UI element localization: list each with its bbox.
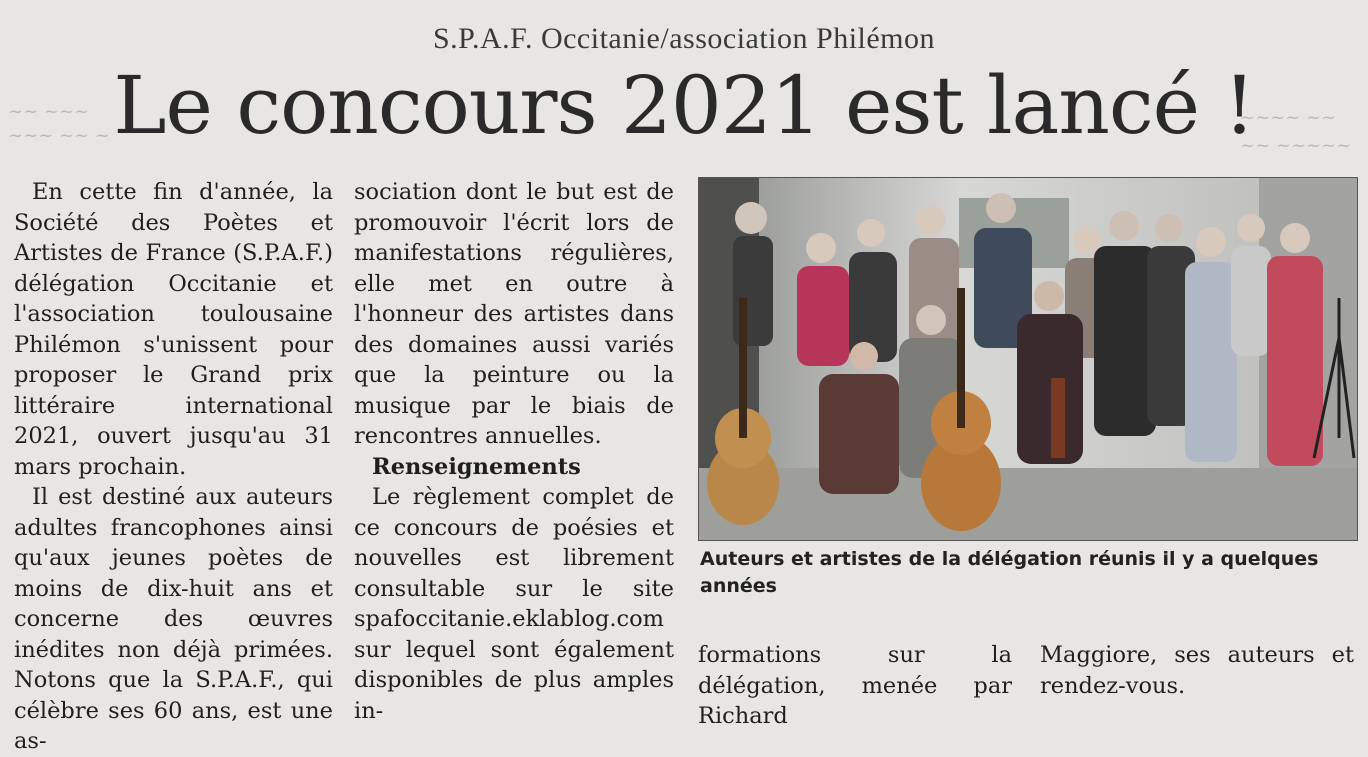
bleed-through-right: ~~~~ ~~ ~~ ~~~~~ (1240, 107, 1352, 156)
article-kicker: S.P.A.F. Occitanie/association Philémon (432, 22, 936, 55)
group-photo-image (699, 178, 1357, 540)
group-photo (698, 177, 1358, 541)
article-column-2 (354, 177, 674, 726)
subheading-renseignements: Renseignements (372, 453, 581, 480)
bleed-through-left: ~~ ~~~ ~~~ ~~ ~ (8, 101, 110, 146)
paragraph-ending: Maggiore, ses auteurs et rendez-vous. (1040, 642, 1354, 699)
paragraph-intro: En cette fin d'année, la Société des Poètes et Artistes de France (S.P.A.F.) délégation Occitanie et l'association toulousaine Philémon s'unissent pour proposer le Grand prix littéraire international 2021, ouvert jusqu'au 31 mars prochain. (14, 179, 333, 480)
photo-caption: Auteurs et artistes de la délégation réunis il y a quelques années (700, 548, 1319, 597)
article-column-4 (1040, 640, 1354, 701)
paragraph-continuation: formations sur la délégation, menée par Richard (698, 642, 1012, 729)
paragraph-reglement: Le règlement complet de ce concours de poésies et nouvelles est librement consultable sur le site spafoccitanie.eklablog.com sur lequel sont également disponibles de plus amples in- (354, 484, 674, 724)
article-column-3 (698, 640, 1012, 732)
article-column-1 (14, 177, 333, 757)
article-headline: Le concours 2021 est lancé ! (113, 59, 1255, 152)
paragraph-eligibility: Il est destiné aux auteurs adultes francophones ainsi qu'aux jeunes poètes de moins de dix-huit ans et concerne des œuvres inédites non déjà primées. Notons que la S.P.A.F., qui célèbre ses 60 ans, est une as- (14, 484, 333, 754)
paragraph-association: sociation dont le but est de promouvoir l'écrit lors de manifestations régulières, elle met en outre à l'honneur des artistes dans des domaines aussi variés que la peinture ou la musique par le biais de rencontres annuelles. (354, 179, 674, 449)
